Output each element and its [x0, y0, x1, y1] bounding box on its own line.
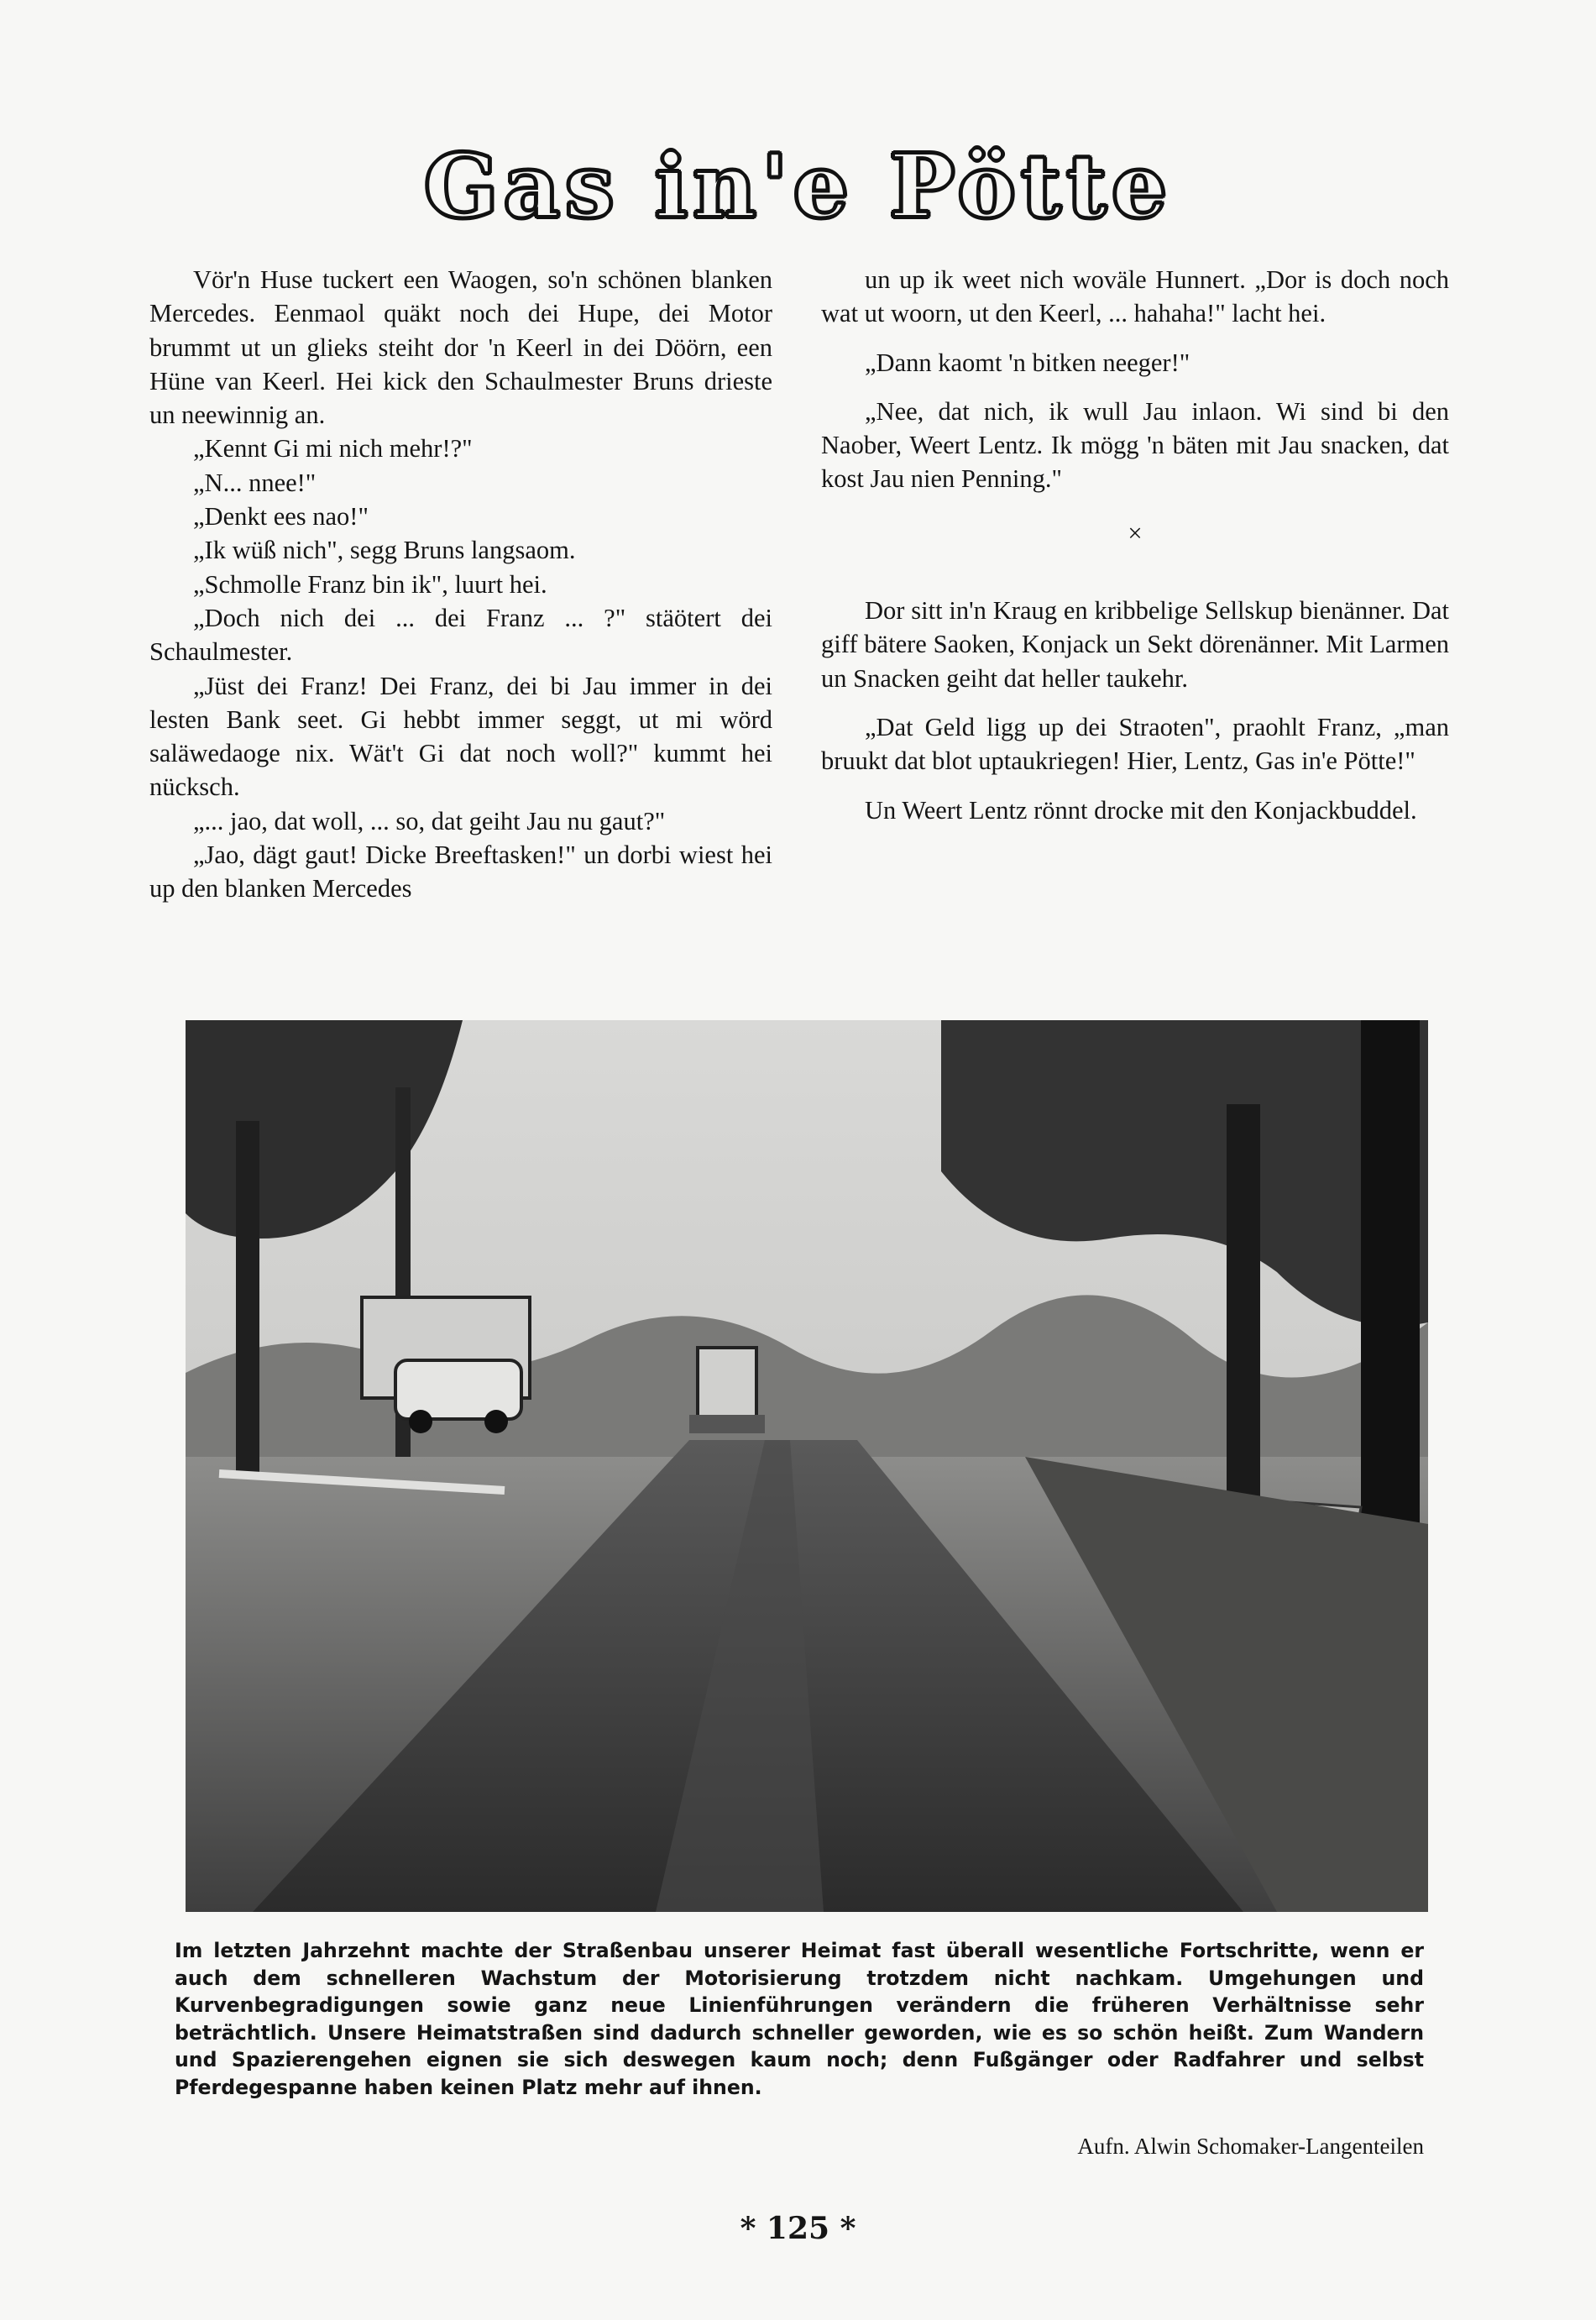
paragraph: Un Weert Lentz rönnt drocke mit den Konjackbuddel. — [865, 795, 1417, 825]
paragraph: un up ik weet nich woväle Hunnert. „Dor is doch noch wat ut woorn, ut den Keerl, ... hahaha!" lacht hei. — [821, 265, 1449, 328]
paragraph: „Dann kaomt 'n bitken neeger!" — [865, 348, 1190, 377]
section-separator: × — [1128, 518, 1143, 547]
paragraph: „Denkt ees nao!" — [193, 502, 369, 532]
page-title: Gas in'e Pötte — [423, 134, 1173, 238]
photo-illustration — [186, 1020, 1428, 1912]
paragraph: „Doch nich dei ... dei Franz ... ?" stäötert dei Schaulmester. — [149, 603, 772, 667]
paragraph: Dor sitt in'n Kraug en kribbelige Sellskup bienänner. Dat giff bätere Saoken, Konjack un Sekt dörenänner. Mit Larmen un Snacken geiht dat heller taukehr. — [821, 596, 1449, 693]
paragraph: „Jüst dei Franz! Dei Franz, dei bi Jau immer in dei lesten Bank seet. Gi hebbt immer seggt, ut mi wörd saläwedaoge nix. Wät't Gi dat noch woll?" kummt hei nücksch. — [149, 671, 772, 802]
paragraph: „Nee, dat nich, ik wull Jau inlaon. Wi sind bi den Naober, Weert Lentz. Ik mögg 'n bäten mit Jau snacken, dat kost Jau nien Penning." — [821, 396, 1449, 494]
paragraph: „... jao, dat woll, ... so, dat geiht Jau nu gaut?" — [193, 806, 666, 835]
page-number: * 125 * — [740, 2211, 856, 2246]
paragraph: „Kennt Gi mi nich mehr!?" — [193, 434, 473, 463]
paragraph: Vör'n Huse tuckert een Waogen, so'n schönen blanken Mercedes. Eenmaol quäkt noch dei Hupe, dei Motor brummt ut un glieks steiht dor 'n Keerl in dei Döörn, een Hüne van Keerl. Hei kick den Schaulmester Bruns drieste un neewinnig an. — [149, 265, 772, 430]
left-text-column — [149, 263, 772, 906]
paragraph: „Schmolle Franz bin ik", luurt hei. — [193, 569, 547, 599]
paragraph: „Jao, dägt gaut! Dicke Breeftasken!" un dorbi wiest hei up den blanken Mercedes — [149, 841, 772, 903]
photo-credit: Aufn. Alwin Schomaker-Langenteilen — [1077, 2134, 1424, 2159]
paragraph: „Dat Geld ligg up dei Straoten", praohlt Franz, „man bruukt dat blot uptaukriegen! Hier, Lentz, Gas in'e Pötte!" — [821, 712, 1449, 776]
paragraph: „N... nnee!" — [193, 468, 317, 497]
road-construction-photo — [186, 1020, 1428, 1912]
paragraph: „Ik wüß nich", segg Bruns langsaom. — [193, 536, 576, 565]
photo-caption: Im letzten Jahrzehnt machte der Straßenbau unserer Heimat fast überall wesentliche Fortschritte, wenn er auch dem schnelleren Wachstum der Motorisierung trotzdem nicht nachkam. Umgehungen und Kurvenbegradigungen sowie ganz neue Linienführungen verändern die früheren Verhältnisse sehr beträchtlich. Unsere Heimatstraßen sind dadurch schneller geworden, wie es so schön heißt. Zum Wandern und Spazierengehen eignen sie sich deswegen kaum noch; denn Fußgänger oder Radfahrer und selbst Pferdegespanne haben keinen Platz mehr auf ihnen. — [175, 1939, 1424, 2099]
right-text-column — [821, 263, 1449, 827]
